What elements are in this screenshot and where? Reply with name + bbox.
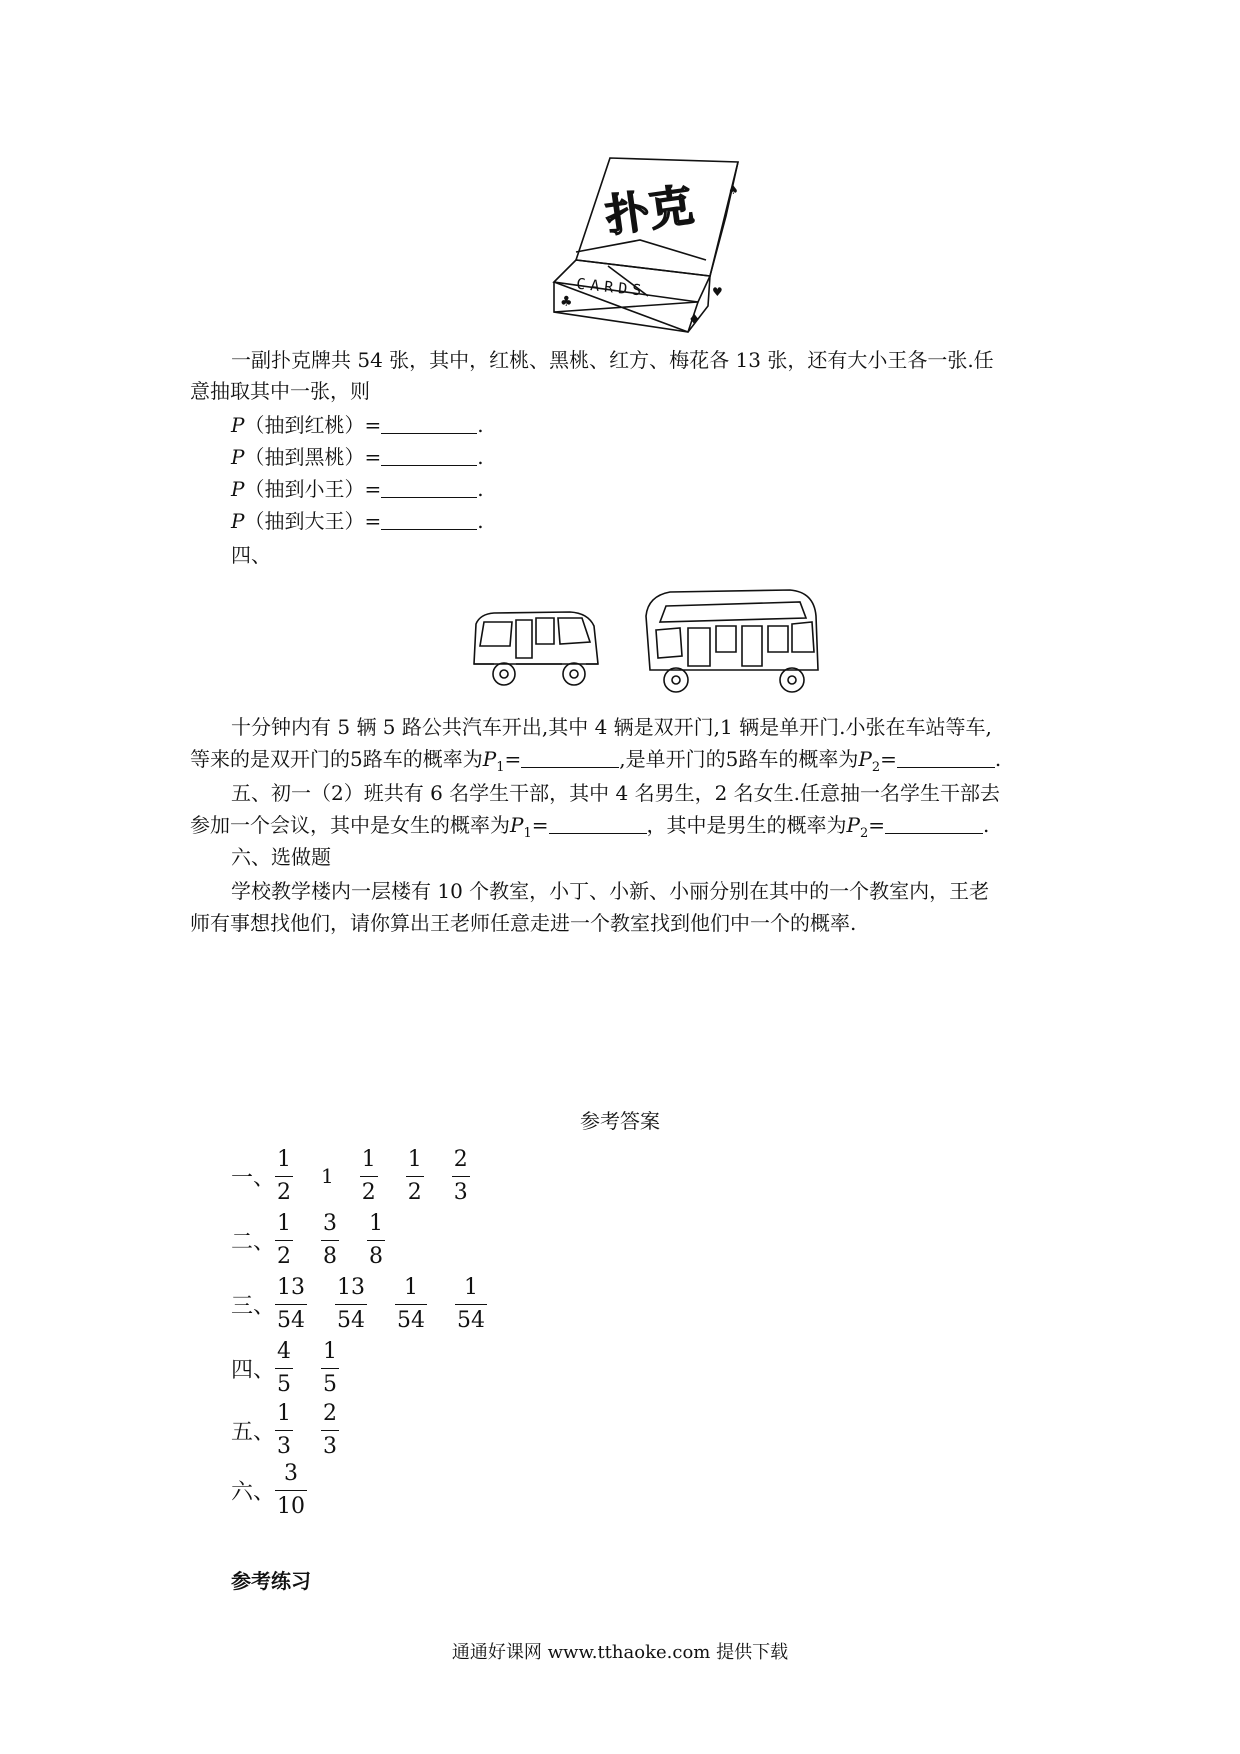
answer-row (231, 1210, 413, 1270)
answer-row-label: 一、 (231, 1165, 276, 1191)
fraction-denominator: 5 (277, 1371, 291, 1397)
answer-blank-p1[interactable] (549, 815, 647, 834)
answer-fraction (452, 1147, 470, 1206)
fraction-bar (275, 1240, 293, 1241)
p2-symbol: P (846, 813, 860, 837)
fraction-numerator: 1 (277, 1400, 291, 1426)
cards-intro-line1: 一副扑克牌共 54 张，其中，红桃、黑桃、红方、梅花各 13 张，还有大小王各一张.任 (231, 348, 994, 372)
fraction-bar (367, 1240, 385, 1241)
question-spades (231, 442, 484, 472)
answer-fraction (406, 1147, 424, 1206)
text-segment: ，其中是男生的概率为 (646, 813, 847, 837)
p1-symbol: P (510, 813, 524, 837)
fraction-denominator: 54 (457, 1307, 485, 1333)
fraction-denominator: 3 (453, 1179, 468, 1205)
fraction-numerator: 13 (277, 1274, 305, 1300)
question-text: （抽到红桃）= (244, 413, 382, 437)
fraction-bar (321, 1240, 339, 1241)
answer-blank-p1[interactable] (521, 749, 619, 768)
fraction-denominator: 3 (323, 1433, 337, 1459)
fraction-bar (275, 1176, 293, 1177)
answer-fraction (275, 1147, 293, 1206)
question-text: （抽到小王）= (244, 477, 382, 501)
fraction-bar (275, 1304, 307, 1305)
answer-blank-p2[interactable] (897, 749, 995, 768)
answer-fraction (275, 1401, 293, 1460)
answer-blank-p2[interactable] (885, 815, 983, 834)
answer-row (231, 1338, 367, 1398)
prob-symbol: P (231, 445, 245, 469)
answer-row-label: 六、 (231, 1479, 276, 1505)
section-six-line1: 学校教学楼内一层楼有 10 个教室，小丁、小新、小丽分别在其中的一个教室内，王老 (231, 879, 990, 903)
large-bus-icon (646, 590, 818, 692)
answer-fraction (360, 1147, 378, 1206)
heart-suit-icon: ♥ (712, 285, 723, 299)
fraction-bar (395, 1304, 427, 1305)
fraction-numerator: 13 (337, 1274, 365, 1300)
question-hearts (231, 410, 484, 440)
fraction-denominator: 5 (323, 1371, 337, 1397)
buses-illustration (470, 586, 822, 696)
fraction-numerator: 1 (369, 1210, 383, 1236)
fraction-numerator: 1 (277, 1146, 291, 1172)
prob-symbol: P (231, 477, 245, 501)
period: . (477, 445, 484, 469)
fraction-bar (275, 1368, 293, 1369)
answer-fraction (275, 1211, 293, 1270)
answer-whole-number: 1 (321, 1164, 334, 1188)
fraction-denominator: 2 (361, 1179, 376, 1205)
fraction-numerator: 1 (361, 1146, 376, 1172)
answer-blank[interactable] (381, 447, 477, 466)
answer-row (231, 1460, 335, 1520)
answer-fraction (321, 1211, 339, 1270)
fraction-bar (360, 1176, 378, 1177)
section-four-line1: 十分钟内有 5 辆 5 路公共汽车开出,其中 4 辆是双开门,1 辆是单开门.小张在车站等车, (231, 715, 992, 739)
fraction-denominator: 10 (277, 1493, 305, 1519)
fraction-numerator: 4 (277, 1338, 291, 1364)
fraction-bar (452, 1176, 470, 1177)
prob-symbol: P (231, 413, 245, 437)
question-small-joker (231, 474, 484, 504)
answer-fraction (335, 1275, 367, 1334)
answer-fraction (367, 1211, 385, 1270)
fraction-denominator: 2 (277, 1243, 291, 1269)
fraction-denominator: 54 (277, 1307, 305, 1333)
page-footer: 通通好课网 www.tthaoke.com 提供下载 (451, 1642, 789, 1663)
fraction-numerator: 1 (407, 1146, 422, 1172)
answer-blank[interactable] (381, 511, 477, 530)
fraction-bar (455, 1304, 487, 1305)
section-five-line2: 参加一个会议，其中是女生的概率为$P_1=$ ，其中是男生的概率为$P_2=$ . (190, 813, 990, 841)
fraction-numerator: 2 (453, 1146, 468, 1172)
fraction-denominator: 54 (337, 1307, 365, 1333)
buses-drawing (470, 586, 822, 696)
fraction-bar (321, 1430, 339, 1431)
answer-fraction (455, 1275, 487, 1334)
answer-row (231, 1400, 367, 1460)
answer-fraction (321, 1401, 339, 1460)
period: . (477, 477, 484, 501)
answer-fraction (395, 1275, 427, 1334)
answer-row-label: 五、 (231, 1419, 276, 1445)
p2-symbol: P (858, 747, 872, 771)
answer-row-label: 二、 (231, 1229, 276, 1255)
section-four-line2: 等来的是双开门的5路车的概率为$P_1=$ ,是单开门的5路车的概率为$P_2=$ . (190, 747, 1002, 775)
section-six-line2: 师有事想找他们，请你算出王老师任意走进一个教室找到他们中一个的概率. (190, 911, 857, 935)
fraction-denominator: 54 (397, 1307, 425, 1333)
club-suit-icon: ♣ (560, 294, 573, 310)
fraction-denominator: 8 (323, 1243, 337, 1269)
text-segment: ,是单开门的5路车的概率为 (619, 747, 859, 771)
fraction-numerator: 1 (323, 1338, 337, 1364)
answer-fraction (275, 1339, 293, 1398)
cards-box-main-text: 扑克 (602, 179, 697, 243)
small-bus-icon (474, 612, 598, 685)
practice-heading: 参考练习 (231, 1569, 311, 1593)
cards-box-drawing (548, 156, 743, 339)
fraction-numerator: 1 (404, 1274, 418, 1300)
fraction-denominator: 3 (277, 1433, 291, 1459)
fraction-numerator: 3 (284, 1460, 298, 1486)
p1-symbol: P (482, 747, 497, 771)
cards-box-sub-text: CARDS (575, 274, 648, 300)
answer-row (231, 1146, 498, 1206)
period: . (477, 413, 484, 437)
question-big-joker (231, 506, 484, 536)
fraction-numerator: 2 (323, 1400, 337, 1426)
section-four-heading: 四、 (231, 543, 271, 567)
fraction-numerator: 1 (464, 1274, 478, 1300)
text-segment: 参加一个会议，其中是女生的概率为 (190, 813, 510, 837)
text-segment: 等来的是双开门的5路车的概率为 (190, 747, 483, 771)
answer-blank[interactable] (381, 479, 477, 498)
fraction-bar (406, 1176, 424, 1177)
fraction-denominator: 2 (277, 1179, 291, 1205)
fraction-bar (275, 1490, 307, 1491)
spade-suit-icon: ♠ (728, 183, 739, 197)
answer-fraction (321, 1339, 339, 1398)
answer-row-label: 四、 (231, 1357, 276, 1383)
answer-blank[interactable] (381, 415, 477, 434)
cards-intro-line2: 意抽取其中一张，则 (190, 379, 370, 403)
answers-title: 参考答案 (580, 1109, 660, 1133)
answer-row-label: 三、 (231, 1293, 276, 1319)
answer-row (231, 1274, 515, 1334)
answer-fraction (275, 1461, 307, 1520)
fraction-denominator: 8 (369, 1243, 383, 1269)
question-text: （抽到大王）= (244, 509, 382, 533)
period: . (983, 813, 990, 837)
fraction-denominator: 2 (407, 1179, 422, 1205)
playing-cards-illustration (548, 156, 743, 339)
answer-fraction (275, 1275, 307, 1334)
fraction-bar (275, 1430, 293, 1431)
fraction-bar (321, 1368, 339, 1369)
fraction-bar (335, 1304, 367, 1305)
section-six-heading: 六、选做题 (231, 845, 331, 869)
period: . (994, 747, 1002, 771)
diamond-suit-icon: ♦ (688, 312, 701, 328)
section-five-line1: 五、初一（2）班共有 6 名学生干部，其中 4 名男生，2 名女生.任意抽一名学生干部去 (231, 781, 1001, 805)
period: . (477, 509, 484, 533)
fraction-numerator: 1 (277, 1210, 291, 1236)
question-text: （抽到黑桃）= (244, 445, 382, 469)
fraction-numerator: 3 (323, 1210, 337, 1236)
prob-symbol: P (231, 509, 245, 533)
